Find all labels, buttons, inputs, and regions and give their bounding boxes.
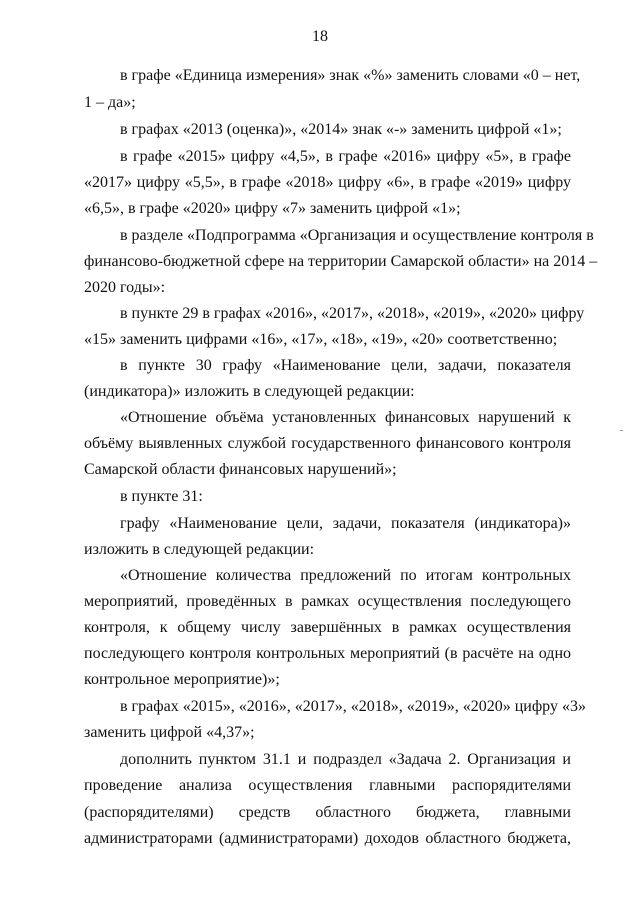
text-line: в графах «2013 (оценка)», «2014» знак «-» заменить цифрой «1»;: [120, 121, 562, 138]
text-line: 2020 годы»:: [84, 279, 166, 296]
text-line: графу «Наименование цели, задачи, показателя (индикатора)»: [120, 515, 571, 532]
text-line: (индикатора)» изложить в следующей редакции:: [84, 383, 415, 400]
text-line: «6,5», в графе «2020» цифру «7» заменить цифрой «1»;: [84, 200, 461, 217]
text-line: «2017» цифру «5,5», в графе «2018» цифру «6», в графе «2019» цифру: [84, 174, 571, 191]
text-line: в графе «Единица измерения» знак «%» заменить словами «0 – нет,: [120, 67, 581, 84]
page-number: 18: [312, 28, 328, 45]
text-line: проведение анализа осуществления главными распорядителями: [84, 777, 571, 794]
text-line: финансово-бюджетной сфере на территории Самарской области» на 2014 –: [84, 253, 598, 270]
text-line: мероприятий, проведённых в рамках осуществления последующего: [84, 593, 571, 610]
text-line: дополнить пунктом 31.1 и подраздел «Задача 2. Организация и: [120, 751, 571, 768]
text-line: «Отношение количества предложений по итогам контрольных: [120, 567, 571, 584]
scan-artifact: [620, 430, 623, 431]
text-line: Самарской области финансовых нарушений»;: [84, 461, 397, 478]
text-line: в пункте 30 графу «Наименование цели, задачи, показателя: [120, 357, 571, 374]
text-line: 1 – да»;: [84, 94, 136, 111]
text-line: «Отношение объёма установленных финансовых нарушений к: [120, 409, 571, 426]
text-line: объёму выявленных службой государственного финансового контроля: [84, 435, 571, 452]
text-line: (распорядителями) средств областного бюджета, главными: [84, 804, 571, 821]
text-line: в графах «2015», «2016», «2017», «2018», «2019», «2020» цифру «3»: [120, 698, 586, 715]
text-line: изложить в следующей редакции:: [84, 541, 315, 558]
text-line: администраторами (администраторами) доходов областного бюджета,: [84, 830, 571, 847]
text-line: последующего контроля контрольных мероприятий (в расчёте на одно: [84, 645, 571, 662]
text-line: контрольное мероприятие)»;: [84, 671, 280, 688]
text-line: в пункте 31:: [120, 488, 203, 505]
text-line: контроля, к общему числу завершённых в рамках осуществления: [84, 619, 571, 636]
text-line: в разделе «Подпрограмма «Организация и осуществление контроля в: [120, 227, 594, 244]
text-line: заменить цифрой «4,37»;: [84, 724, 255, 741]
text-line: «15» заменить цифрами «16», «17», «18», «19», «20» соответственно;: [84, 331, 558, 348]
text-line: в пункте 29 в графах «2016», «2017», «2018», «2019», «2020» цифру: [120, 305, 585, 322]
text-line: в графе «2015» цифру «4,5», в графе «2016» цифру «5», в графе: [120, 148, 571, 165]
